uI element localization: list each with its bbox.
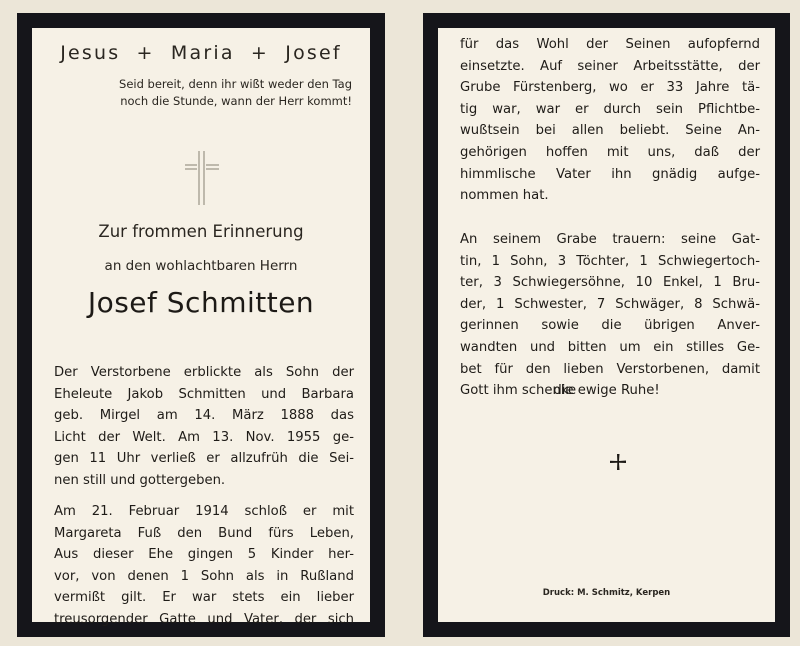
double-line-cross-icon bbox=[182, 149, 222, 207]
memory-subtitle: an den wohlachtbaren Herrn bbox=[104, 258, 298, 274]
text-line: Aus dieser Ehe gingen 5 Kinder her- bbox=[54, 547, 354, 563]
right-panel bbox=[423, 13, 790, 637]
cross-icon bbox=[607, 451, 629, 473]
text-line: treusorgender Gatte und Vater, der sich bbox=[54, 611, 354, 627]
motto-line: noch die Stunde, wann der Herr kommt! bbox=[120, 94, 352, 108]
text-line: einsetzte. Auf seiner Arbeitsstätte, der bbox=[460, 58, 760, 74]
memory-title: Zur frommen Erinnerung bbox=[98, 222, 304, 241]
text-line: geb. Mirgel am 14. März 1888 das bbox=[54, 408, 354, 424]
right-panel-paper bbox=[438, 28, 775, 622]
left-panel-paper bbox=[32, 28, 370, 627]
mourners-paragraph bbox=[460, 229, 760, 402]
text-line: himmlische Vater ihn gnädig aufge- bbox=[460, 166, 760, 182]
text-line: gerinnen sowie die übrigen Anver- bbox=[460, 318, 760, 334]
text-line: ter, 3 Schwiegersöhne, 10 Enkel, 1 Bru- bbox=[460, 275, 760, 291]
text-line: Der Verstorbene erblickte als Sohn der bbox=[54, 365, 354, 380]
biography-paragraph-work bbox=[460, 34, 760, 207]
text-line: Grube Fürstenberg, wo er 33 Jahre tä- bbox=[460, 80, 760, 96]
text-line: vor, von denen 1 Sohn als in Rußland bbox=[54, 568, 354, 584]
text-line: vermißt gilt. Er war stets ein lieber bbox=[54, 590, 354, 606]
text-line: bet für den lieben Verstorbenen, damit bbox=[460, 361, 760, 377]
left-panel bbox=[17, 13, 385, 637]
biography-paragraph-birth-death bbox=[54, 362, 354, 492]
text-line: nen still und gottergeben. bbox=[54, 472, 226, 488]
text-line: der, 1 Schwester, 7 Schwäger, 8 Schwä- bbox=[460, 296, 760, 312]
motto-line: Seid bereit, denn ihr wißt weder den Tag bbox=[119, 77, 352, 91]
text-line: Licht der Welt. Am 13. Nov. 1955 ge- bbox=[54, 429, 354, 445]
text-line: wandten und bitten um ein stilles Ge- bbox=[460, 339, 760, 355]
biography-paragraph-marriage bbox=[54, 501, 354, 631]
printer-credit: Druck: M. Schmitz, Kerpen bbox=[542, 588, 671, 598]
text-line: wußtsein bei allen beliebt. Seine An- bbox=[460, 123, 760, 139]
text-line: Am 21. Februar 1914 schloß er mit bbox=[54, 504, 354, 519]
text-line: gehörigen hoffen mit uns, daß der bbox=[460, 144, 760, 160]
deceased-name: Josef Schmitten bbox=[87, 286, 315, 319]
text-line: Gott ihm schenke bbox=[460, 383, 577, 399]
invocation-heading: Jesus + Maria + Josef bbox=[60, 42, 342, 64]
closing-blessing: die ewige Ruhe! bbox=[553, 383, 660, 398]
bible-motto bbox=[119, 76, 352, 110]
text-line: nommen hat. bbox=[460, 188, 549, 204]
text-line: An seinem Grabe trauern: seine Gat- bbox=[460, 232, 760, 247]
text-line: gen 11 Uhr verließ er allzufrüh die Sei- bbox=[54, 451, 354, 467]
text-line: Eheleute Jakob Schmitten und Barbara bbox=[54, 386, 354, 402]
text-line: tin, 1 Sohn, 3 Töchter, 1 Schwiegertoch- bbox=[460, 253, 760, 269]
text-line: für das Wohl der Seinen aufopfernd bbox=[460, 37, 760, 52]
text-line: tig war, war er durch sein Pflichtbe- bbox=[460, 101, 760, 117]
text-line: Margareta Fuß den Bund fürs Leben, bbox=[54, 525, 354, 541]
